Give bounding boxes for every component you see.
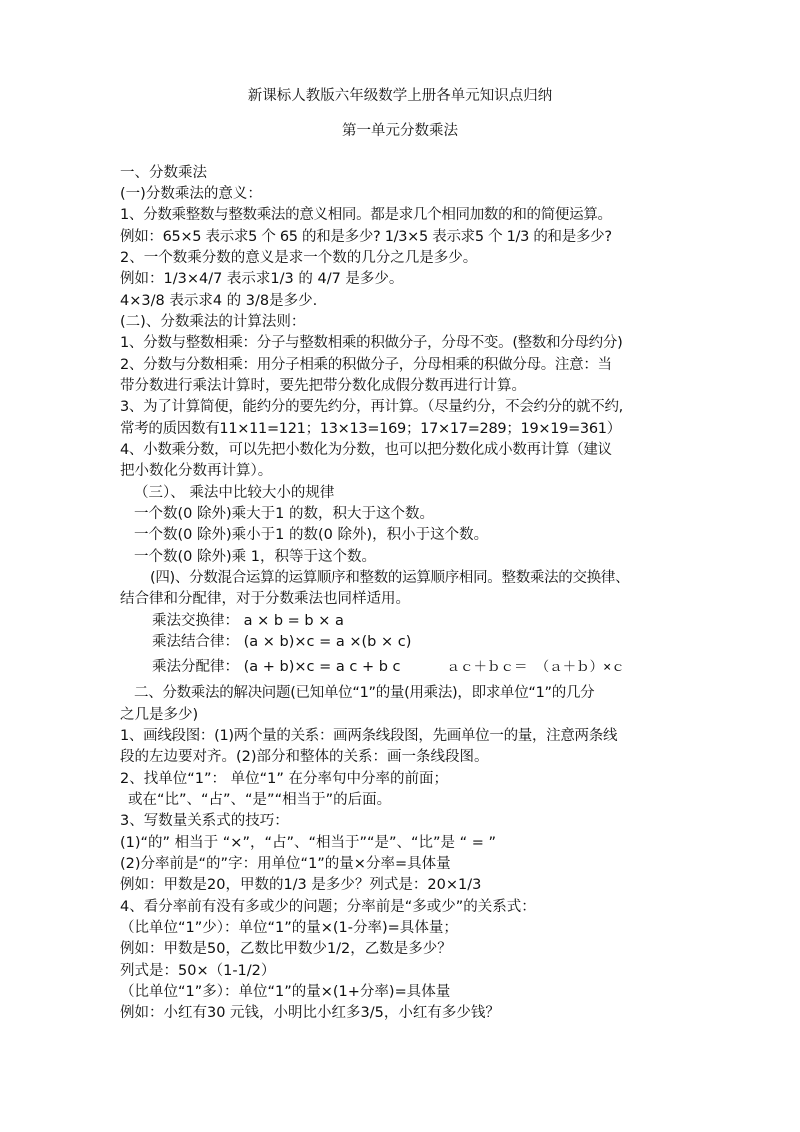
text-line: 3、写数量关系式的技巧： xyxy=(120,813,289,829)
document-title: 新课标人教版六年级数学上册各单元知识点归纳 xyxy=(247,88,553,104)
formula-commutative: 乘法交换律： a × b = b × a xyxy=(152,613,344,629)
text-line: 之几是多少) xyxy=(120,707,199,723)
text-line: 一个数(0 除外)乘 1，积等于这个数。 xyxy=(134,549,376,565)
text-line: 段的左边要对齐。(2)部分和整体的关系：画一条线段图。 xyxy=(120,749,489,765)
subsection-heading: （三）、 乘法中比较大小的规律 xyxy=(134,485,335,501)
text-line: 2、找单位“1”： 单位“1” 在分率句中分率的前面； xyxy=(120,771,448,787)
text-line: 一个数(0 除外)乘大于1 的数，积大于这个数。 xyxy=(134,506,434,522)
text-line: 例如：甲数是50，乙数比甲数少1/2，乙数是多少？ xyxy=(120,941,452,957)
text-line: 结合律和分配律，对于分数乘法也同样适用。 xyxy=(120,591,410,607)
text-line: 一个数(0 除外)乘小于1 的数(0 除外)，积小于这个数。 xyxy=(134,527,489,543)
subsection-heading: (二)、分数乘法的计算法则： xyxy=(120,314,306,330)
text-line: (2)分率前是“的”字：用单位“1”的量×分率=具体量 xyxy=(120,856,451,872)
subsection-heading: (四)、分数混合运算的运算顺序和整数的运算顺序相同。整数乘法的交换律、 xyxy=(150,570,630,586)
text-line: （比单位“1”多）：单位“1”的量×(1+分率)=具体量 xyxy=(120,984,451,1000)
text-line: 例如：65×5 表示求5 个 65 的和是多少? 1/3×5 表示求5 个 1/3 的和是多少? xyxy=(120,229,612,245)
formula-distributive xyxy=(152,657,625,677)
text-line: 常考的质因数有11×11=121；13×13=169；17×17=289；19×19=361） xyxy=(120,421,621,437)
text-line: 4×3/8 表示求4 的 3/8是多少. xyxy=(120,293,318,309)
text-line: 4、看分率前有没有多或少的问题；分率前是“多或少”的关系式： xyxy=(120,899,536,915)
text-line: （比单位“1”少）：单位“1”的量×(1-分率)=具体量； xyxy=(120,920,458,936)
text-line: 2、一个数乘分数的意义是求一个数的几分之几是多少。 xyxy=(120,250,478,266)
text-line: 1、分数与整数相乘：分子与整数相乘的积做分子，分母不变。(整数和分母约分) xyxy=(120,335,623,351)
text-line: 2、分数与分数相乘：用分子相乘的积做分子，分母相乘的积做分母。注意：当 xyxy=(120,357,612,373)
text-line: (1)“的” 相当于 “×”，“占”、“相当于”“是”、“比”是 “ = ” xyxy=(120,835,497,851)
text-line: 例如：1/3×4/7 表示求1/3 的 4/7 是多少。 xyxy=(120,271,404,287)
formula-associative: 乘法结合律： (a × b)×c = a ×(b × c) xyxy=(152,634,412,650)
text-line: 列式是：50×（1-1/2） xyxy=(120,963,276,979)
text-line: 4、小数乘分数，可以先把小数化为分数，也可以把分数化成小数再计算（建议 xyxy=(120,442,612,458)
text-line: 把小数化分数再计算）。 xyxy=(120,463,273,479)
text-line: 例如：甲数是20，甲数的1/3 是多少？列式是：20×1/3 xyxy=(120,877,482,893)
section-heading: 一、分数乘法 xyxy=(120,165,207,181)
text-line: 或在“比”、“占”、“是”“相当于”的后面。 xyxy=(128,792,392,808)
section-heading: 二、分数乘法的解决问题(已知单位“1”的量(用乘法)，即求单位“1”的几分 xyxy=(134,685,595,701)
text-line: 3、为了计算简便，能约分的要先约分，再计算。（尽量约分，不会约分的就不约, xyxy=(120,399,623,415)
text-line: 1、分数乘整数与整数乘法的意义相同。都是求几个相同加数的和的简便运算。 xyxy=(120,207,612,223)
formula-distributive-right: ａｃ＋ｂｃ＝ （ａ＋ｂ）×ｃ xyxy=(446,659,625,675)
text-line: 例如：小红有30 元钱，小明比小红多3/5，小红有多少钱？ xyxy=(120,1005,500,1021)
text-line: 带分数进行乘法计算时，要先把带分数化成假分数再进行计算。 xyxy=(120,378,526,394)
text-line: 1、画线段图：(1)两个量的关系：画两条线段图，先画单位一的量，注意两条线 xyxy=(120,728,618,744)
formula-distributive-left: 乘法分配律： (a + b)×c = a c + b c xyxy=(152,659,401,675)
subsection-heading: (一)分数乘法的意义： xyxy=(120,186,262,202)
unit-title: 第一单元分数乘法 xyxy=(342,123,458,139)
